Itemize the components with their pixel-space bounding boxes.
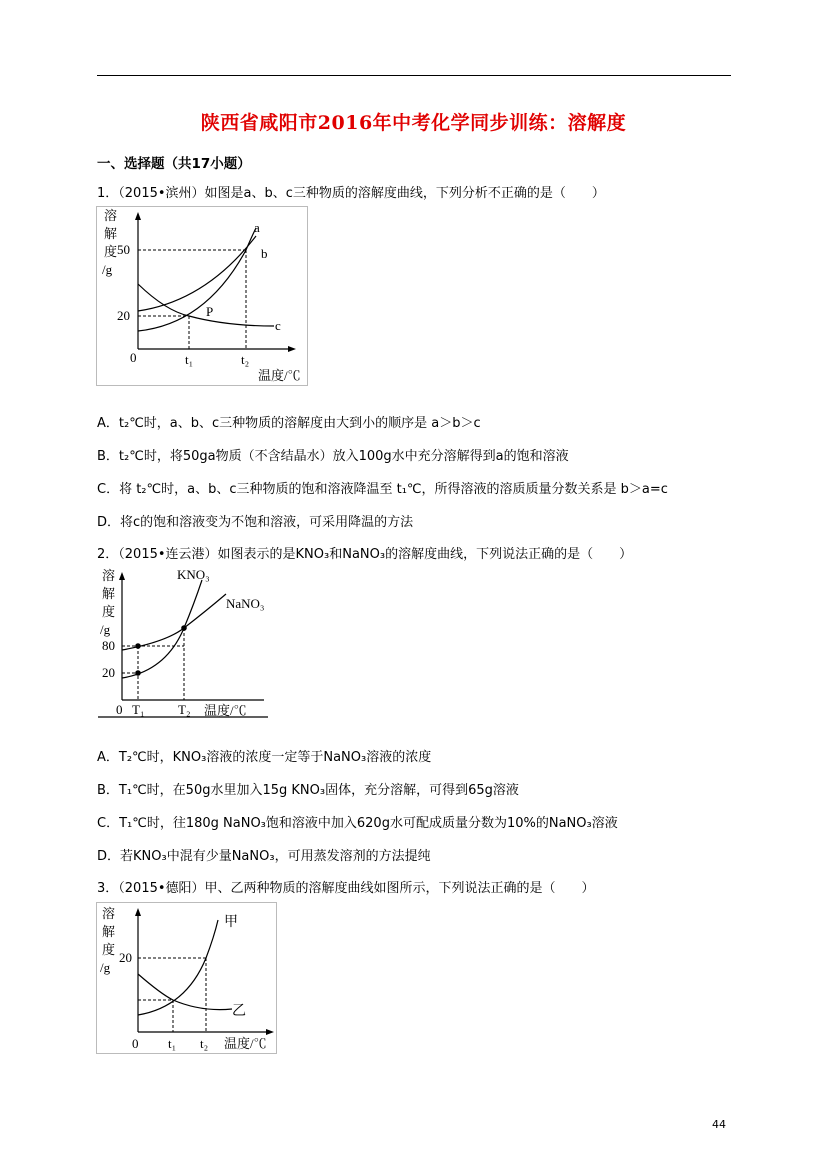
question-2-option-a: A．T₂℃时，KNO₃溶液的浓度一定等于NaNO₃溶液的浓度: [97, 750, 432, 765]
y-label-4: /g: [100, 960, 111, 975]
y-tick-80: 80: [102, 638, 115, 653]
figure-2-solubility-chart: [96, 566, 272, 722]
y-label-2: 解: [102, 586, 116, 601]
y-label-4: /g: [102, 262, 113, 277]
y-label-2: 解: [104, 226, 118, 241]
curve-nano3-label: NaNO₃: [226, 596, 265, 611]
x-tick-t1: t₁: [185, 352, 194, 367]
question-1-stem: 1．（2015•滨州）如图是a、b、c三种物质的溶解度曲线，下列分析不正确的是（ ）: [97, 186, 605, 201]
y-label-2: 解: [102, 924, 116, 939]
question-2-option-d: D．若KNO₃中混有少量NaNO₃，可用蒸发溶剂的方法提纯: [97, 849, 431, 864]
curve-jia-label: 甲: [224, 915, 238, 930]
y-tick-50: 50: [117, 242, 130, 257]
question-3-stem: 3．（2015•德阳）甲、乙两种物质的溶解度曲线如图所示，下列说法正确的是（ ）: [97, 881, 595, 896]
question-1-option-d: D．将c的饱和溶液变为不饱和溶液，可采用降温的方法: [97, 515, 414, 530]
x-tick-T1: T₁: [132, 702, 145, 717]
y-tick-20: 20: [117, 308, 130, 323]
page-number: 44: [712, 1118, 726, 1131]
curve-yi-label: 乙: [232, 1004, 246, 1019]
question-1-option-a: A．t₂℃时，a、b、c三种物质的溶解度由大到小的顺序是 a＞b＞c: [97, 416, 481, 431]
x-axis-label: 温度/℃: [258, 368, 301, 383]
y-tick-20: 20: [119, 950, 132, 965]
y-label-4: /g: [100, 622, 111, 637]
y-label-1: 溶: [102, 906, 116, 921]
point-p-label: P: [206, 304, 214, 319]
x-tick-T2: T₂: [178, 702, 191, 717]
x-axis-label: 温度/℃: [204, 703, 247, 718]
curve-a-label: a: [254, 220, 260, 235]
x-axis-label: 温度/℃: [224, 1036, 267, 1051]
figure-3-solubility-chart: [96, 902, 280, 1054]
x-tick-0: 0: [116, 702, 123, 717]
x-tick-t1: t₁: [168, 1036, 177, 1051]
header-rule: [97, 75, 731, 76]
curve-kno3-label: KNO₃: [177, 567, 210, 582]
x-tick-t2: t₂: [200, 1036, 209, 1051]
x-tick-0: 0: [132, 1036, 139, 1051]
y-tick-20: 20: [102, 665, 115, 680]
question-2-option-c: C．T₁℃时，往180g NaNO₃饱和溶液中加入620g水可配成质量分数为10%的NaNO₃溶液: [97, 816, 618, 831]
question-2-stem: 2．（2015•连云港）如图表示的是KNO₃和NaNO₃的溶解度曲线，下列说法正确的是（ ）: [97, 547, 633, 562]
y-label-1: 溶: [104, 208, 118, 223]
y-label-3: 度: [102, 604, 116, 619]
document-title: 陕西省咸阳市2016年中考化学同步训练：溶解度: [200, 112, 627, 134]
y-label-3: 度: [102, 942, 116, 957]
x-tick-t2: t₂: [241, 352, 250, 367]
curve-b-label: b: [261, 246, 268, 261]
x-tick-0: 0: [130, 350, 137, 365]
figure-1-solubility-chart: [96, 206, 308, 386]
question-1-option-c: C．将 t₂℃时，a、b、c三种物质的饱和溶液降温至 t₁℃，所得溶液的溶质质量分数关系是 b＞a=c: [97, 482, 668, 497]
question-2-option-b: B．T₁℃时，在50g水里加入15g KNO₃固体，充分溶解，可得到65g溶液: [97, 783, 519, 798]
curve-c-label: c: [275, 318, 281, 333]
question-1-option-b: B．t₂℃时，将50ga物质（不含结晶水）放入100g水中充分溶解得到a的饱和溶液: [97, 449, 569, 464]
y-label-1: 溶: [102, 568, 116, 583]
y-label-3: 度: [104, 244, 118, 259]
section-heading: 一、选择题（共17小题）: [97, 156, 251, 172]
